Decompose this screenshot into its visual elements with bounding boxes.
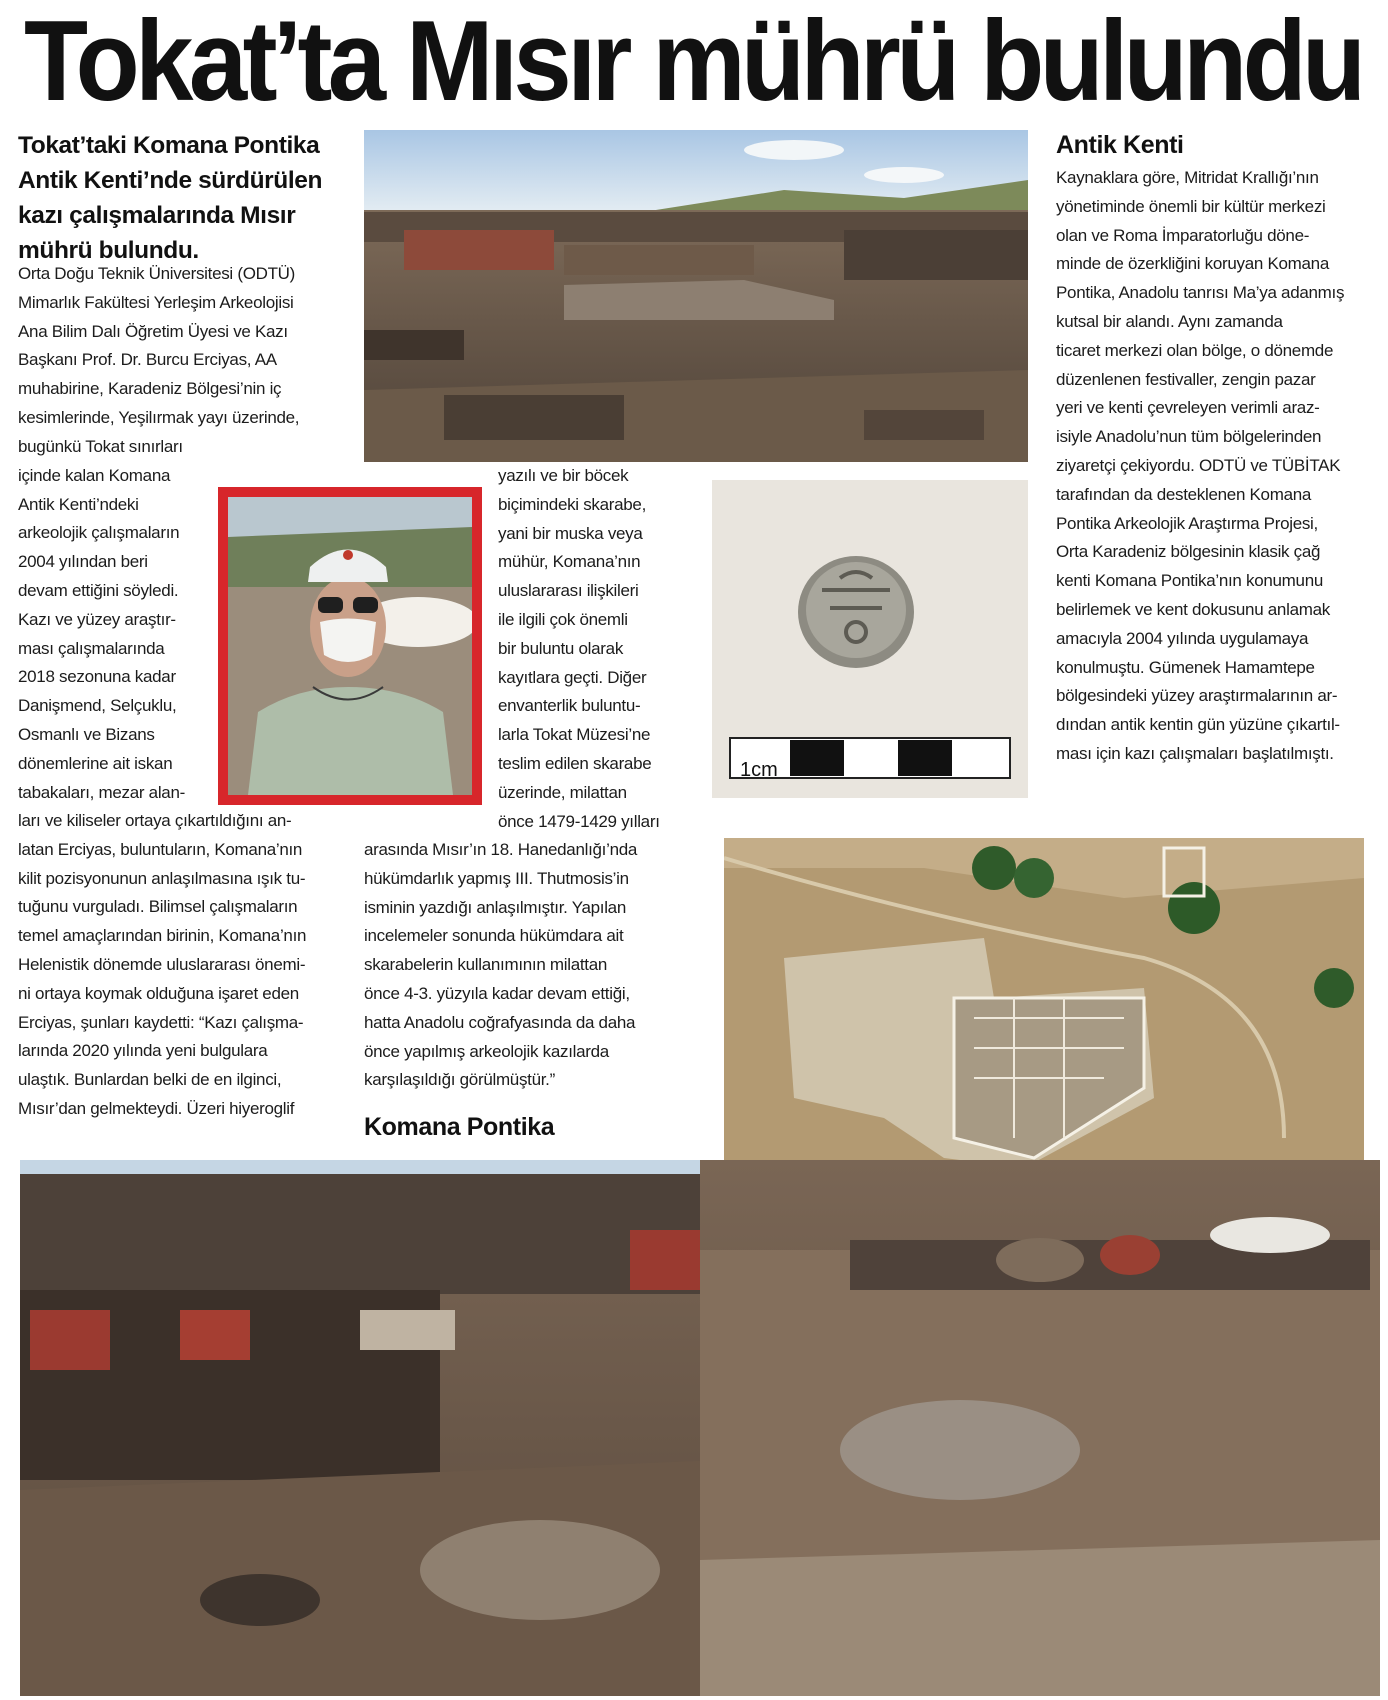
headline: Tokat’ta Mısır mührü bulundu	[24, 0, 1362, 125]
col2-text-narrow: yazılı ve bir böcek biçimindeki skarabe, yani bir muska veya mühür, Komana’nın uluslararası ilişkileri ile ilgili çok önemli bir buluntu olarak kayıtlara geçti. Diğer envanterlik buluntu- larla Tokat Müzesi’ne teslim edilen skarabe üzerinde, milattan önce 1479-1429 yılları	[498, 466, 660, 831]
col1-text-top: Orta Doğu Teknik Üniversitesi (ODTÜ) Mimarlık Fakültesi Yerleşim Arkeolojisi Ana Bilim Dalı Öğretim Üyesi ve Kazı Başkanı Prof. Dr. Burcu Erciyas, AA muhabirine, Karadeniz Bölgesi’nin iç kesimlerinde, Yeşilırmak yayı üzerinde,	[18, 264, 300, 427]
excavation-walls-photo	[20, 1160, 1380, 1696]
col1-text-bottom: ları ve kiliseler ortaya çıkartıldığını an- latan Erciyas, buluntuların, Komana’nın kilit pozisyonunun anlaşılmasına ışık tu- tuğunu vurguladı. Bilimsel çalışmaların temel amaçlarından birinin, Komana’nın Helenistik dönemde uluslararası önemi- ni ortaya koymak olduğuna işaret eden Erciyas, şunları kaydetti: “Kazı çalışma- larında 2020 yılında yeni bulgulara ulaştık. Bunlardan belki de en ilginci, Mısır’dan gelmekteydi. Üzeri hiyeroglif	[18, 811, 307, 1118]
col1-text-narrow: bugünkü Tokat sınırları içinde kalan Komana Antik Kenti’ndeki arkeolojik çalışmaların 2004 yılından beri devam ettiğini söyledi. Kazı ve yüzey araştır- ması çalışmalarında 2018 sezonuna kadar Danişmend, Selçuklu, Osmanlı ve Bizans dönemlerine ait iskan tabakaları, mezar alan-	[18, 437, 185, 802]
scale-label: 1cm	[740, 759, 778, 781]
subheading-komana-pontika: Komana Pontika	[364, 1113, 555, 1141]
subheading-antik-kenti: Antik Kenti	[1056, 131, 1184, 159]
col3-text: Kaynaklara göre, Mitridat Krallığı’nın yönetiminde önemli bir kültür merkezi olan ve Roma İmparatorluğu döne- minde de özerkliğini koruyan Komana Pontika, Anadolu tanrısı Ma’ya adanmış kutsal bir alandı. Aynı zamanda ticaret merkezi olan bölge, o dönemde düzenlenen festivaller, zengin pazar yeri ve kenti çevreleyen verimli araz- isiyle Anadolu’nun tüm bölgelerinden ziyaretçi çekiyordu. ODTÜ ve TÜBİTAK tarafından da desteklenen Komana Pontika Arkeolojik Araştırma Projesi, Orta Karadeniz bölgesinin klasik çağ kenti Komana Pontika’nın konumunu belirlemek ve kent dokusunu anlamak amacıyla 2004 yılında uygulamaya konulmuştu. Gümenek Hamamtepe bölgesindeki yüzey araştırmalarının ar- dından antik kentin gün yüzüne çıkartıl- ması için kazı çalışmaları başlatılmıştı.	[1056, 168, 1345, 763]
archaeologist-portrait-photo	[228, 497, 472, 795]
col2-text-wide: arasında Mısır’ın 18. Hanedanlığı’nda hükümdarlık yapmış III. Thutmosis’in isminin yazdığı anlaşılmıştır. Yapılan incelemeler sonunda hükümdara ait skarabelerin kullanımının milattan önce 4-3. yüzyıla kadar devam ettiği, hatta Anadolu coğrafyasında da daha önce yapılmış arkeolojik kazılarda karşılaşıldığı görülmüştür.”	[364, 840, 638, 1090]
portrait-frame	[218, 487, 482, 805]
excavation-ruins-photo	[364, 130, 1028, 462]
lead-paragraph: Tokat’taki Komana Pontika Antik Kenti’nde sürdürülen kazı çalışmalarında Mısır mührü bulundu.	[18, 132, 323, 264]
scarab-seal-photo	[712, 480, 1028, 798]
